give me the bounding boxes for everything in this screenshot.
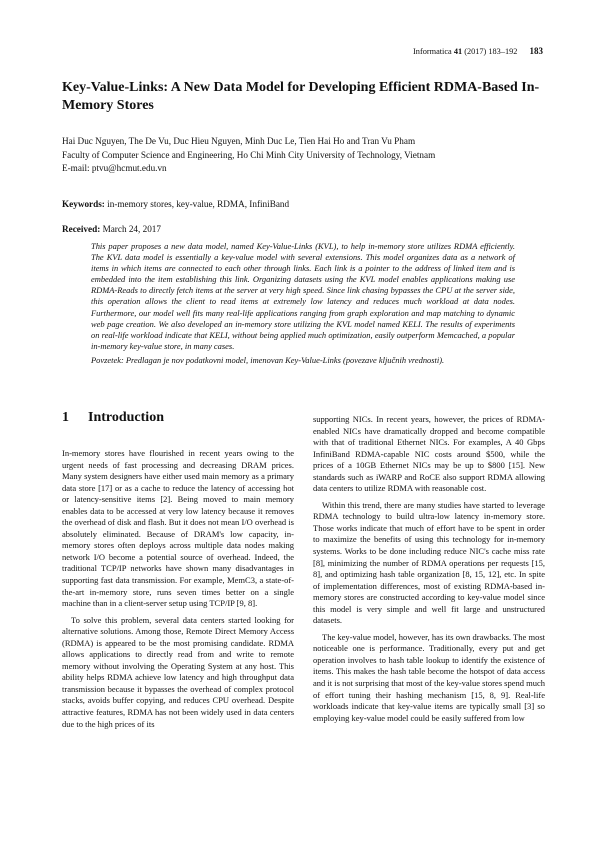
received-value: March 24, 2017: [102, 224, 161, 234]
journal-name: Informatica: [413, 47, 452, 56]
author-names: Hai Duc Nguyen, The De Vu, Duc Hieu Nguyen, Minh Duc Le, Tien Hai Ho and Tran Vu Pham: [62, 136, 416, 146]
received-label: Received:: [62, 224, 101, 234]
author-email: E-mail: ptvu@hcmut.edu.vn: [62, 163, 167, 173]
keywords-value: in-memory stores, key-value, RDMA, InfiniBand: [107, 199, 290, 209]
paragraph: To solve this problem, several data centers started looking for alternative solutions. Among those, Remote Direct Memory Access (RDMA) is appeared to be the most promising candidate. RDMA allows applications to directly read from and write to remote memory without involving the Operating System at any host. This ability helps RDMA achieve low latency and high throughput data transmission because it bypasses the overhead of complex protocol stacks, avoids buffer copying, and reduces CPU overhead. Despite attractive features, RDMA has not been widely used in data centers due to the high prices of its: [62, 614, 294, 729]
author-block: [62, 135, 542, 176]
journal-volume: 41: [453, 47, 463, 56]
received-line: [62, 224, 161, 234]
running-head: [413, 46, 543, 56]
left-column: [62, 448, 294, 730]
author-affiliation: Faculty of Computer Science and Engineering, Ho Chi Minh City University of Technology, Vietnam: [62, 149, 436, 160]
section-number: 1: [62, 410, 69, 425]
journal-year-pages: (2017) 183–192: [464, 47, 518, 56]
paper-title: Key-Value-Links: A New Data Model for Developing Efficient RDMA-Based In-Memory Stores: [62, 80, 540, 113]
paragraph: The key-value model, however, has its own drawbacks. The most noticeable one is performance. Traditionally, every put and get operation involves to hash table lookup to identify the existence of items. This makes the hash table become the hotspot of data access and it is not surprising that most of the key-value stores spend much of effort tuning their hashing mechanism [15, 8, 9]. Real-life workloads indicate that key-value items are typically small [3] so employing key-value model could be easily suffered from low: [313, 631, 545, 723]
section-heading: [62, 410, 164, 426]
abstract-povzetek: Povzetek: Predlagan je nov podatkovni model, imenovan Key-Value-Links (povezave ključnih vrednosti).: [91, 354, 445, 365]
paragraph: In-memory stores have flourished in recent years owing to the urgent needs of fast processing and decreasing DRAM prices. Many system designers have either used main memory as a primary data store [17] or as a cache to reduce the latency of accessing hot or latency-sensitive items [2]. Being moved to main memory enables data to be accessed at very low latency because it removes the overhead of disk and flash. But it does not mean I/O overhead is absolutely eliminated. Because of DRAM's low capacity, in-memory stores often deploys across multiple data nodes making network I/O become a potential source of overhead. Indeed, the traditional TCP/IP networks have shown many disadvantages in supporting fast data transmission. For example, MemC3, a state-of-the-art in-memory store, runs seven times better on a single machine than in a client-server setup using TCP/IP [9, 8].: [62, 448, 294, 609]
page-number: 183: [529, 46, 543, 56]
paragraph: supporting NICs. In recent years, however, the prices of RDMA-enabled NICs have dramatically dropped and become compatible with that of traditional Ethernet NICs. For examples, A 40 Gbps InfiniBand RDMA-capable NIC costs around $500, while the prices of a 10GB Ethernet NICs may be up to $800 [15]. New standards such as iWARP and RoCE also support RDMA allowing data centers to utilize RDMA with reasonable cost.: [313, 414, 545, 494]
paragraph: Within this trend, there are many studies have started to leverage RDMA technology to build ultra-low latency in-memory store. Those works indicate that much of effort have to be spent in order to maximize the benefits of using this technology for in-memory systems. Works to be done including reduce NIC's cache miss rate [8], minimizing the number of RDMA operations per requests [15, 8], and optimizing hash table organization [8, 15, 12], etc. In spite of implementation differences, most of existing RDMA-based in-memory stores are constructed according to key-value model since this model is very simple and well fit large and unstructured datasets.: [313, 499, 545, 626]
abstract-text: This paper proposes a new data model, named Key-Value-Links (KVL), to help in-memory store utilizes RDMA efficiently. The KVL data model is essentially a key-value model with several extensions. This model organizes data as a network of items in which items are connected to each other through links. Each link is a pointer to the address of linked item and is embedded into the item establishing this link. Organizing datasets using the KVL model enables applications making use RDMA-Reads to directly fetch items at the server at very high speed. Since link chasing bypasses the CPU at the server side, this operation allows the client to read items at extremely low latency and reduces much workload at data nodes. Furthermore, our model well fits many real-life applications ranging from graph exploration and map matching to dynamic web page creation. We also developed an in-memory store utilizing the KVL model named KELI. The results of experiments on real-life workload indicate that KELI, without being applied much optimization, easily outperform Memcached, a popular in-memory key-value store, in many cases.: [91, 241, 515, 351]
right-column: [313, 414, 545, 724]
keywords-line: [62, 199, 289, 209]
abstract: [91, 241, 515, 366]
keywords-label: Keywords:: [62, 199, 105, 209]
section-title: Introduction: [88, 410, 164, 425]
